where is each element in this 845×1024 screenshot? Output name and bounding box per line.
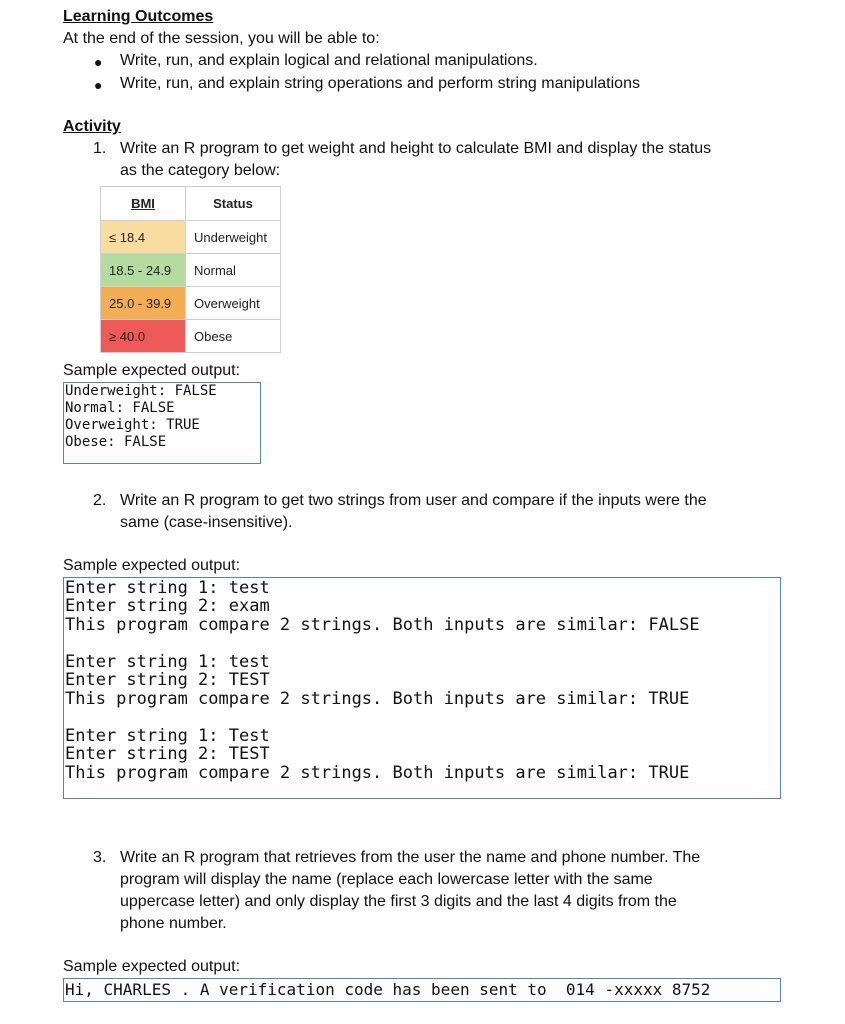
bmi-range-cell: 25.0 - 39.9 — [101, 287, 186, 320]
status-cell: Overweight — [186, 287, 281, 320]
bmi-range-cell: ≤ 18.4 — [101, 221, 186, 254]
bmi-range-cell: 18.5 - 24.9 — [101, 254, 186, 287]
output-line: Overweight: TRUE — [65, 417, 200, 433]
table-row — [101, 254, 281, 287]
q2-text-line2: same (case-insensitive). — [120, 514, 293, 531]
output-line: Enter string 1: test — [65, 578, 270, 598]
output-line: This program compare 2 strings. Both inputs are similar: FALSE — [65, 615, 700, 635]
output-line: This program compare 2 strings. Both inputs are similar: TRUE — [65, 763, 690, 783]
table-row — [101, 221, 281, 254]
q3-text-line2: program will display the name (replace each lowercase letter with the same — [120, 871, 653, 888]
q3-sample-label: Sample expected output: — [63, 958, 241, 975]
status-cell: Normal — [186, 254, 281, 287]
bullet-icon: ● — [94, 54, 103, 70]
output-line: Obese: FALSE — [65, 434, 167, 450]
bmi-category-table — [100, 186, 281, 353]
output-line: Enter string 2: TEST — [65, 744, 270, 764]
table-row — [101, 287, 281, 320]
status-cell: Underweight — [186, 221, 281, 254]
output-line: Hi, CHARLES . A verification code has been sent to 014 -xxxxx 8752 — [65, 980, 711, 999]
output-line: Enter string 2: TEST — [65, 670, 270, 690]
q1-text-line1: Write an R program to get weight and height to calculate BMI and display the status — [120, 140, 712, 157]
bullet-icon: ● — [94, 77, 103, 93]
table-header-row — [101, 187, 281, 221]
output-line: Enter string 1: test — [65, 652, 270, 672]
learning-bullet-1: Write, run, and explain logical and relational manipulations. — [120, 52, 538, 69]
header-bmi: BMI — [101, 187, 186, 221]
output-line: Normal: FALSE — [65, 400, 175, 416]
q2-sample-label: Sample expected output: — [63, 557, 241, 574]
learning-bullet-2: Write, run, and explain string operations and perform string manipulations — [120, 75, 640, 92]
learning-intro: At the end of the session, you will be able to: — [63, 30, 380, 47]
learning-outcomes-heading: Learning Outcomes — [63, 8, 214, 25]
q1-output-box — [63, 382, 261, 464]
activity-heading: Activity — [63, 118, 121, 135]
q3-text-line1: Write an R program that retrieves from the user the name and phone number. The — [120, 849, 701, 866]
bmi-range-cell: ≥ 40.0 — [101, 320, 186, 353]
table-row — [101, 320, 281, 353]
question-number: 2. — [93, 492, 107, 509]
q2-text-line1: Write an R program to get two strings from user and compare if the inputs were the — [120, 492, 707, 509]
q2-output-box — [63, 577, 781, 799]
q3-output-box — [63, 978, 781, 1002]
q1-sample-label: Sample expected output: — [63, 362, 241, 379]
q3-text-line4: phone number. — [120, 915, 227, 932]
output-line: This program compare 2 strings. Both inputs are similar: TRUE — [65, 689, 690, 709]
status-cell: Obese — [186, 320, 281, 353]
q1-text-line2: as the category below: — [120, 162, 281, 179]
header-status: Status — [186, 187, 281, 221]
q3-text-line3: uppercase letter) and only display the first 3 digits and the last 4 digits from the — [120, 893, 677, 910]
output-line: Enter string 2: exam — [65, 596, 270, 616]
output-line: Underweight: FALSE — [65, 383, 217, 399]
question-number: 3. — [93, 849, 107, 866]
output-line: Enter string 1: Test — [65, 726, 270, 746]
question-number: 1. — [93, 140, 107, 157]
